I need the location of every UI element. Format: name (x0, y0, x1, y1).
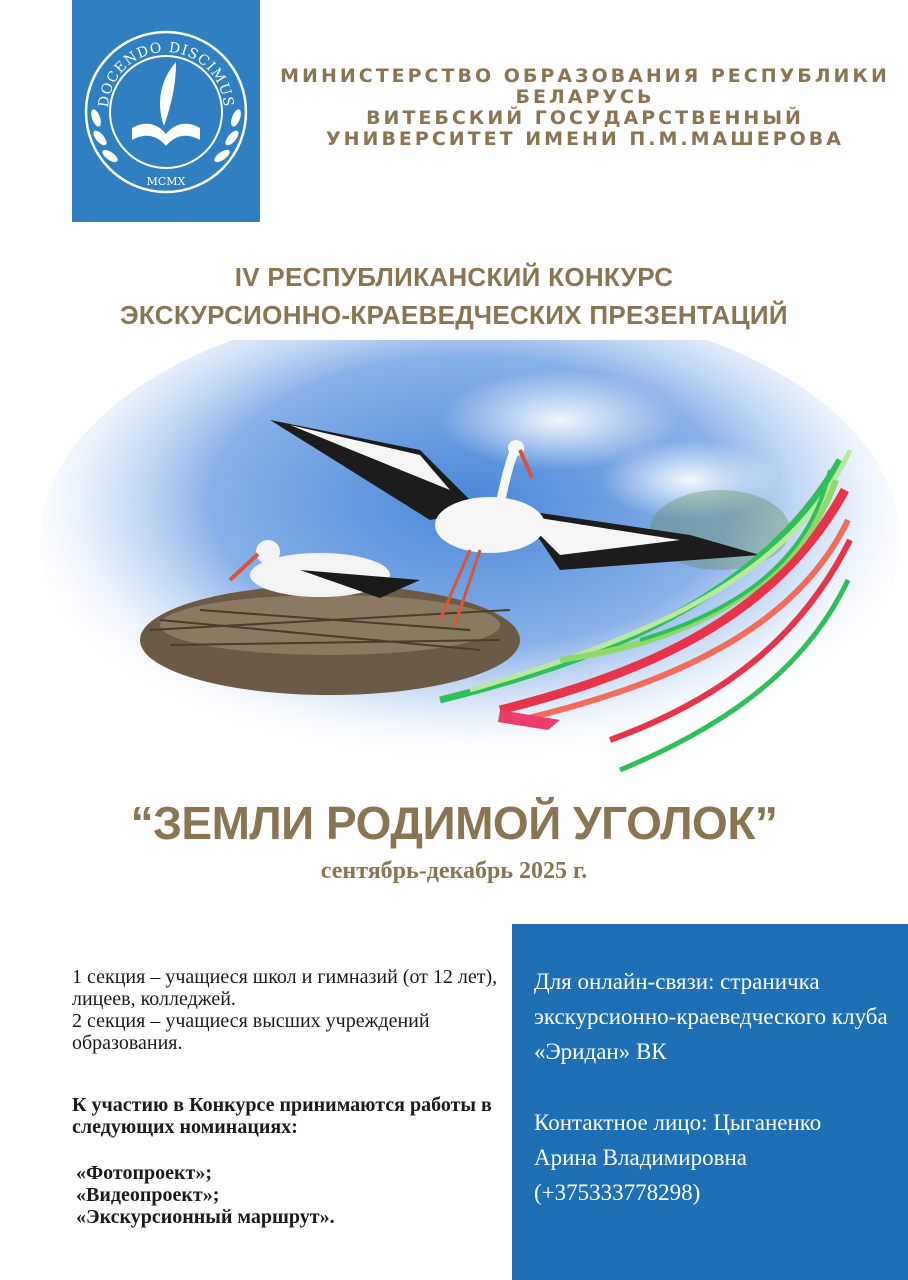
section-1-text: 1 секция – учащиеся школ и гимназий (от 12 лет), лицеев, колледжей. (72, 966, 498, 1010)
university-logo (72, 0, 260, 222)
contest-title-line2: ЭКСКУРСИОННО-КРАЕВЕДЧЕСКИХ ПРЕЗЕНТАЦИЙ (120, 300, 788, 330)
quill-icon (160, 62, 176, 126)
hero-illustration (0, 340, 908, 810)
nomination-item: «Видеопроект»; (76, 1184, 220, 1206)
nomination-item: «Фотопроект»; (76, 1162, 213, 1184)
contest-title-line1: IV РЕСПУБЛИКАНСКИЙ КОНКУРС (234, 262, 674, 292)
nominations-list (72, 1162, 502, 1228)
main-title: “ЗЕМЛИ РОДИМОЙ УГОЛОК” (130, 797, 778, 849)
contact-person-text: Контактное лицо: Цыганенко Арина Владимировна (+375333778298) (534, 1110, 822, 1205)
contact-box (512, 924, 908, 1280)
nominations-intro: К участию в Конкурсе принимаются работы в следующих номинациях: (72, 1094, 492, 1138)
logo-year: MCMX (146, 175, 186, 188)
online-contact-text: Для онлайн-связи: страничка экскурсионно-краеведческого клуба «Эридан» ВК (534, 969, 888, 1064)
logo-motto: DOCENDO DISCIMUS (95, 39, 237, 109)
ministry-line: ВИТЕБСКИЙ ГОСУДАРСТВЕННЫЙ (366, 107, 804, 129)
contest-title (0, 258, 908, 334)
ministry-line: БЕЛАРУСЬ (515, 86, 655, 108)
ministry-heading (262, 66, 908, 150)
event-dates: сентябрь-декабрь 2025 г. (320, 858, 588, 884)
sections-info (72, 966, 502, 1228)
open-book-icon (132, 124, 200, 146)
ministry-line: УНИВЕРСИТЕТ ИМЕНИ П.М.МАШЕРОВА (326, 128, 844, 150)
nomination-item: «Экскурсионный маршрут». (76, 1206, 335, 1228)
section-2-text: 2 секция – учащиеся высших учреждений образования. (72, 1010, 430, 1054)
ministry-line: МИНИСТЕРСТВО ОБРАЗОВАНИЯ РЕСПУБЛИКИ (280, 65, 890, 87)
